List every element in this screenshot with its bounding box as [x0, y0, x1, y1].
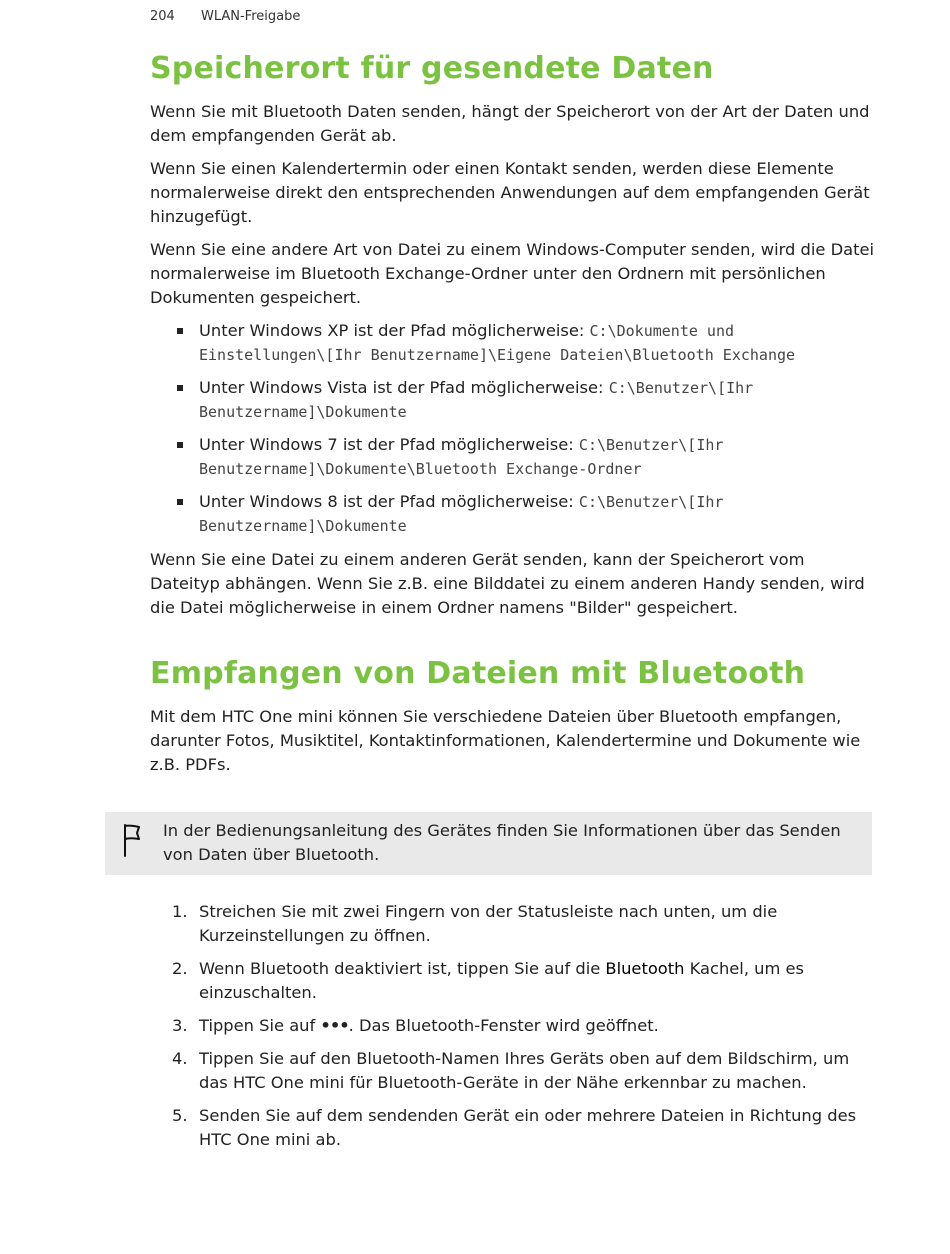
list-item: [150, 433, 875, 481]
section-title-storage: Speicherort für gesendete Daten: [150, 51, 714, 86]
list-item: [150, 490, 875, 538]
section-title-receive: Empfangen von Dateien mit Bluetooth: [150, 656, 806, 691]
bullet-icon: [177, 442, 183, 448]
paragraph: Wenn Sie eine Datei zu einem anderen Gerät senden, kann der Speicherort vom Dateityp abhängen. Wenn Sie z.B. eine Bilddatei zu einem anderen Handy senden, wird die Datei möglicherweise in einem Ordner namens "Bilder" gespeichert.: [150, 550, 865, 617]
step-item: [150, 1104, 875, 1152]
more-icon: •••: [320, 1016, 349, 1035]
steps-container: [150, 900, 875, 1152]
step-text: Wenn Bluetooth deaktiviert ist, tippen Sie auf die: [199, 959, 606, 978]
paragraph: Mit dem HTC One mini können Sie verschiedene Dateien über Bluetooth empfangen, darunter Fotos, Musiktitel, Kontaktinformationen, Kalendertermine und Dokumente wie z.B. PDFs.: [150, 707, 861, 774]
steps-list: [150, 900, 875, 1152]
paragraph: Wenn Sie eine andere Art von Datei zu einem Windows-Computer senden, wird die Datei normalerweise im Bluetooth Exchange-Ordner unter den Ordnern mit persönlichen Dokumenten gespeichert.: [150, 240, 875, 307]
bluetooth-label: Bluetooth: [605, 959, 685, 978]
list-item-text: Unter Windows 7 ist der Pfad möglicherweise:: [199, 435, 579, 454]
step-item: [150, 1014, 875, 1038]
path-code: Benutzername]\Dokumente: [199, 517, 407, 535]
list-item-text: Unter Windows Vista ist der Pfad möglicherweise:: [199, 378, 609, 397]
path-code: C:\Benutzer\[Ihr: [578, 436, 724, 454]
step-text: Kachel, um es einzuschalten.: [199, 959, 805, 1002]
path-code: C:\Benutzer\[Ihr: [578, 493, 724, 511]
path-code: C:\Dokumente und: [589, 322, 735, 340]
step-text: Senden Sie auf dem sendenden Gerät ein oder mehrere Dateien in Richtung des HTC One mini ab.: [199, 1106, 857, 1149]
page-content: [150, 48, 875, 777]
step-number: 1.: [172, 902, 188, 921]
list-item: [150, 319, 875, 367]
bullet-icon: [177, 385, 183, 391]
step-text: Streichen Sie mit zwei Fingern von der Statusleiste nach unten, um die Kurzeinstellungen zu öffnen.: [199, 902, 778, 945]
windows-path-list: [150, 319, 875, 538]
paragraph: Wenn Sie einen Kalendertermin oder einen Kontakt senden, werden diese Elemente normalerweise direkt den entsprechenden Anwendungen auf dem empfangenden Gerät hinzugefügt.: [150, 159, 870, 226]
bullet-icon: [177, 328, 183, 334]
section-name: WLAN-Freigabe: [200, 9, 301, 24]
step-item: [150, 1047, 875, 1095]
list-item-text: Unter Windows 8 ist der Pfad möglicherweise:: [199, 492, 579, 511]
step-number: 3.: [172, 1016, 188, 1035]
step-number: 4.: [172, 1049, 188, 1068]
note-box: [105, 812, 872, 875]
path-code: Benutzername]\Dokumente\Bluetooth Exchange-Ordner: [199, 460, 642, 478]
step-item: [150, 957, 875, 1005]
step-text: . Das Bluetooth-Fenster wird geöffnet.: [348, 1016, 659, 1035]
step-item: [150, 900, 875, 948]
list-item: [150, 376, 875, 424]
paragraph: Wenn Sie mit Bluetooth Daten senden, hängt der Speicherort von der Art der Daten und dem empfangenden Gerät ab.: [150, 102, 870, 145]
step-number: 5.: [172, 1106, 188, 1125]
bullet-icon: [177, 499, 183, 505]
flag-icon: [122, 823, 142, 859]
page-number: 204: [150, 9, 175, 24]
list-item-text: Unter Windows XP ist der Pfad möglicherweise:: [199, 321, 590, 340]
path-code: C:\Benutzer\[Ihr: [608, 379, 754, 397]
path-code: Benutzername]\Dokumente: [199, 403, 407, 421]
step-text: Tippen Sie auf: [199, 1016, 321, 1035]
step-text: Tippen Sie auf den Bluetooth-Namen Ihres Geräts oben auf dem Bildschirm, um das HTC One mini für Bluetooth-Geräte in der Nähe erkennbar zu machen.: [199, 1049, 850, 1092]
page-header: [150, 9, 300, 24]
note-text: In der Bedienungsanleitung des Gerätes finden Sie Informationen über das Senden von Daten über Bluetooth.: [163, 821, 841, 864]
path-code: Einstellungen\[Ihr Benutzername]\Eigene Dateien\Bluetooth Exchange: [199, 346, 796, 364]
step-number: 2.: [172, 959, 188, 978]
